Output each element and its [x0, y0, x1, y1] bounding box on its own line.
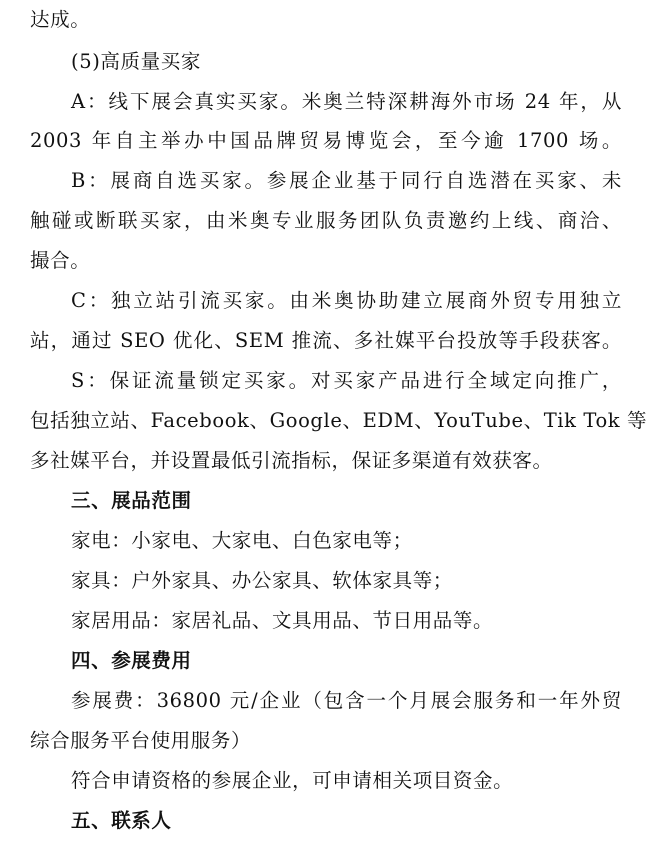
- text-line-4: 2003 年自主举办中国品牌贸易博览会，至今逾 1700 场。: [30, 129, 622, 152]
- text-line-6: 触碰或断联买家，由米奥专业服务团队负责邀约上线、商洽、: [30, 209, 622, 232]
- text-line-14: 家电：小家电、大家电、白色家电等；: [71, 529, 413, 552]
- subheading-high-quality-buyers: (5)高质量买家: [71, 50, 201, 73]
- text-line-20: 符合申请资格的参展企业，可申请相关项目资金。: [71, 769, 514, 792]
- section-heading-contact: 五、联系人: [71, 809, 172, 832]
- text-line-7: 撮合。: [30, 249, 91, 272]
- text-line-11: 包括独立站、Facebook、Google、EDM、YouTube、Tik Tok 等: [30, 409, 648, 432]
- text-line-10: S：保证流量锁定买家。对买家产品进行全域定向推广，: [71, 369, 622, 392]
- text-line-16: 家居用品：家居礼品、文具用品、节日用品等。: [71, 609, 494, 632]
- text-line-18: 参展费：36800 元/企业（包含一个月展会服务和一年外贸: [71, 689, 622, 712]
- text-line-12: 多社媒平台，并设置最低引流指标，保证多渠道有效获客。: [30, 449, 553, 472]
- text-line-5: B：展商自选买家。参展企业基于同行自选潜在买家、未: [71, 169, 622, 192]
- section-heading-participation-fee: 四、参展费用: [71, 649, 192, 672]
- section-heading-exhibit-scope: 三、展品范围: [71, 489, 192, 512]
- text-line-9: 站，通过 SEO 优化、SEM 推流、多社媒平台投放等手段获客。: [30, 329, 622, 352]
- text-line-19: 综合服务平台使用服务）: [30, 729, 252, 752]
- text-line-3: A：线下展会真实买家。米奥兰特深耕海外市场 24 年，从: [71, 90, 622, 113]
- text-line-8: C：独立站引流买家。由米奥协助建立展商外贸专用独立: [71, 289, 622, 312]
- text-line-15: 家具：户外家具、办公家具、软体家具等；: [71, 569, 453, 592]
- text-line-1: 达成。: [30, 8, 91, 31]
